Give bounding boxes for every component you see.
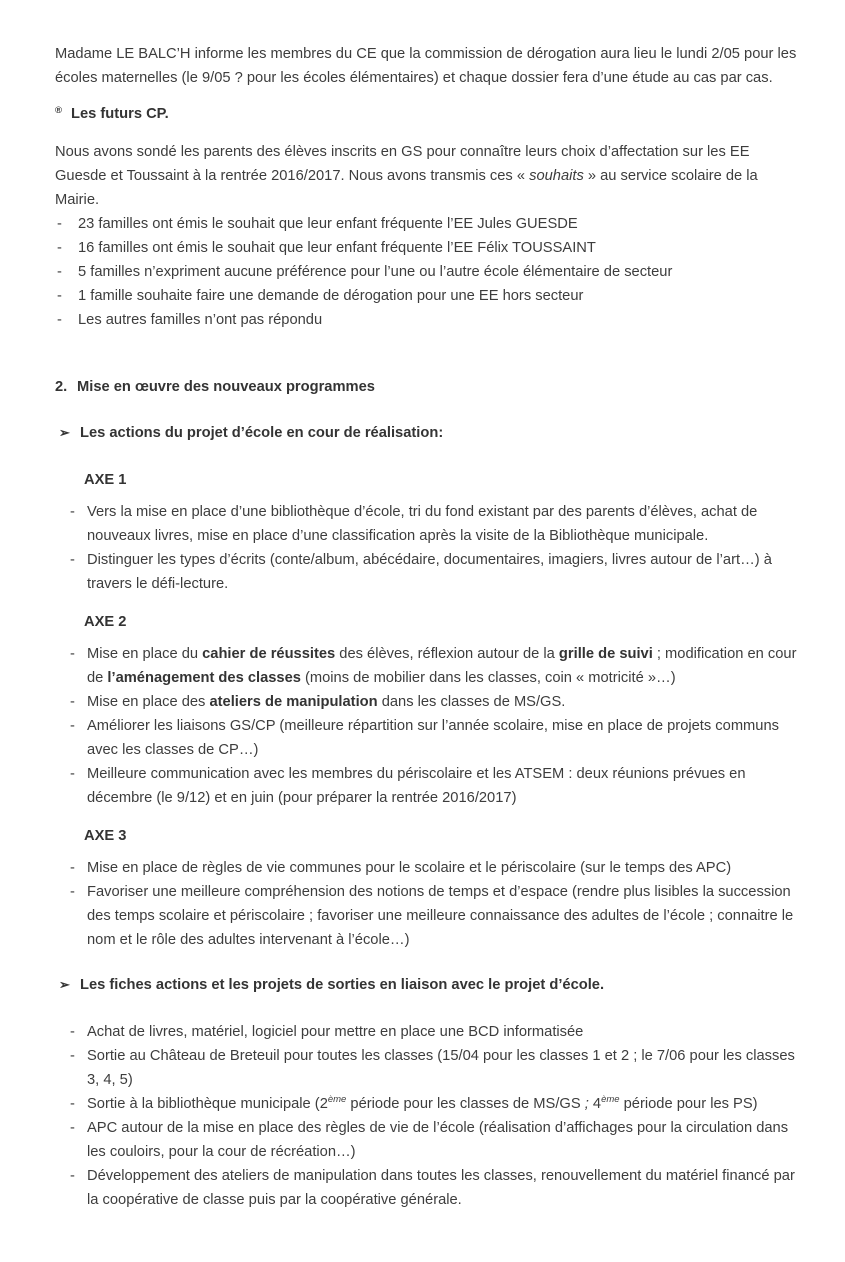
text-run: Les fiches actions et les projets de sorties en liaison avec le projet d’école [80,977,600,993]
text-content [87,1164,803,1212]
text-run: période pour les classes de MS/GS [346,1096,585,1112]
list-item [55,284,803,308]
text-run: ème [327,1094,347,1106]
text-run: Madame LE BALC’H informe les membres du CE que la commission de dérogation aura lieu le lundi 2/05 pour les écoles maternelles (le 9/05 ? pour les écoles élémentaires) et chaque dossier fera d’une étude au cas par cas. [55,46,797,86]
text-run: Mise en place du [87,646,203,662]
dash-bullet: - [70,718,75,734]
text-content [87,1092,803,1116]
arrow-bullet-icon: ➢ [59,977,70,992]
text-run: Distinguer les types d’écrits (conte/album, abécédaire, documentaires, imagiers, livres autour de l’art…) à travers le défi-lecture. [87,552,772,592]
text-content [87,642,803,690]
text-run: Mise en œuvre des nouveaux programmes [77,379,375,395]
text-run: AXE 1 [84,472,127,488]
text-content [87,856,803,880]
arrow-heading [55,973,803,997]
text-content [87,1116,803,1164]
text-content [80,973,803,997]
text-content [78,260,803,284]
text-run: 23 familles ont émis le souhait que leur enfant fréquente l’EE Jules GUESDE [78,216,578,232]
text-run: Sortie au Château de Breteuil pour toutes les classes (15/04 pour les classes 1 et 2 ; le 7/06 pour les classes 3, 4, 5) [87,1048,795,1088]
dash-bullet: - [57,288,62,304]
text-run: . [599,977,605,993]
text-run: période pour les PS) [619,1096,758,1112]
dash-bullet: - [70,552,75,568]
list-item [55,212,803,236]
text-content [87,762,803,810]
dash-bullet: - [70,646,75,662]
dash-bullet: - [70,884,75,900]
text-content [78,236,803,260]
list-item [55,236,803,260]
text-run: AXE 2 [84,614,127,630]
text-run: souhaits [529,168,584,184]
dash-bullet: - [70,694,75,710]
dash-bullet: - [57,240,62,256]
dash-bullet: - [70,504,75,520]
text-content [87,500,803,548]
text-content [84,614,126,630]
text-content [84,828,126,844]
text-run: » au service scolaire de la Mairie. [55,168,758,208]
sub-list-item [55,1092,803,1116]
arrow-heading [55,421,803,445]
text-run: Achat de livres, matériel, logiciel pour mettre en place une BCD informatisée [87,1024,584,1040]
sub-list-item [55,1020,803,1044]
dash-bullet: - [57,264,62,280]
text-run: grille de suivi [558,646,653,662]
text-run: cahier de réussites [202,646,336,662]
text-content [87,1044,803,1092]
text-run: des élèves, réflexion autour de la [335,646,559,662]
text-run: AXE 3 [84,828,127,844]
text-run: 1 famille souhaite faire une demande de dérogation pour une EE hors secteur [78,288,584,304]
section-heading [55,102,803,126]
text-content [80,421,803,445]
text-run: Mise en place des [87,694,210,710]
heading-number: 2. [55,379,68,395]
sub-list-item [55,856,803,880]
document-body [55,42,803,1212]
text-run: 16 familles ont émis le souhait que leur enfant fréquente l’EE Félix TOUSSAINT [78,240,596,256]
text-content [87,690,803,714]
numbered-heading [55,375,803,399]
text-run: dans les classes de MS/GS. [377,694,566,710]
text-run: Sortie à la bibliothèque municipale (2 [87,1096,328,1112]
sub-list-item [55,1164,803,1212]
text-run: Nous avons sondé les parents des élèves inscrits en GS pour connaître leurs choix d’affectation sur les EE Guesde et Toussaint à la rentrée 2016/2017. Nous avons transmis ces « [55,144,750,184]
sub-list-item [55,642,803,690]
text-content [78,212,803,236]
arrow-bullet-icon: ➢ [59,425,70,440]
dash-bullet: - [70,1168,75,1184]
dash-bullet: - [57,216,62,232]
text-run: ; [584,1096,589,1112]
registered-bullet-icon: ® [55,105,62,116]
sub-list-item [55,690,803,714]
sub-list-item [55,762,803,810]
text-content [78,308,803,332]
text-run: Meilleure communication avec les membres du périscolaire et les ATSEM : deux réunions prévues en décembre (le 9/12) et en juin (pour préparer la rentrée 2016/2017) [87,766,746,806]
text-run: (moins de mobilier dans les classes, coin « motricité »…) [300,670,676,686]
text-run: Les actions du projet d’école en cour de réalisation [80,425,439,441]
text-run: Favoriser une meilleure compréhension des notions de temps et d’espace (rendre plus lisibles la succession des temps scolaire et périscolaire ; favoriser une meilleure connaissance des adultes de l’école ; connaitre le nom et le rôle des adultes intervenant à l’école…) [87,884,794,948]
text-run: Améliorer les liaisons GS/CP (meilleure répartition sur l’année scolaire, mise en place de projets communs avec les classes de CP…) [87,718,779,758]
text-content [87,714,803,762]
axe-subheading [55,468,803,492]
paragraph [55,42,803,90]
axe-subheading [55,824,803,848]
sub-list-item [55,548,803,596]
sub-list-item [55,880,803,952]
text-content [78,284,803,308]
text-run: Développement des ateliers de manipulation dans toutes les classes, renouvellement du matériel financé par la coopérative de classe puis par la coopérative générale. [87,1168,795,1208]
dash-bullet: - [57,312,62,328]
text-run: Les futurs CP. [71,106,169,122]
text-content [77,375,803,399]
text-content [71,102,803,126]
text-run: Vers la mise en place d’une bibliothèque d’école, tri du fond existant par des parents d’élèves, achat de nouveaux livres, mise en place d’une classification après la visite de la Bibliothèque municipale. [87,504,758,544]
sub-list-item [55,1116,803,1164]
text-run: ateliers de manipulation [209,694,378,710]
list-item [55,260,803,284]
text-content [87,880,803,952]
text-run: : [438,425,444,441]
text-run: ème [601,1094,620,1106]
text-run: APC autour de la mise en place des règles de vie de l’école (réalisation d’affichages pour la circulation dans les couloirs, pour la cour de récréation…) [87,1120,789,1160]
text-content [87,548,803,596]
text-run: l’aménagement des classes [107,670,301,686]
text-run: ; modification en cour de [87,646,797,686]
dash-bullet: - [70,1120,75,1136]
text-run: Les autres familles n’ont pas répondu [78,312,323,328]
text-content [55,46,796,86]
dash-bullet: - [70,766,75,782]
text-run: 4 [588,1096,602,1112]
paragraph [55,140,803,212]
text-run: 5 familles n’expriment aucune préférence pour l’une ou l’autre école élémentaire de secteur [78,264,673,280]
text-content [55,144,758,208]
text-run: Mise en place de règles de vie communes pour le scolaire et le périscolaire (sur le temps des APC) [87,860,732,876]
sub-list-item [55,714,803,762]
sub-list-item [55,500,803,548]
dash-bullet: - [70,1048,75,1064]
axe-subheading [55,610,803,634]
list-item [55,308,803,332]
dash-bullet: - [70,1024,75,1040]
dash-bullet: - [70,860,75,876]
sub-list-item [55,1044,803,1092]
text-content [87,1020,803,1044]
text-content [84,472,126,488]
dash-bullet: - [70,1096,75,1112]
